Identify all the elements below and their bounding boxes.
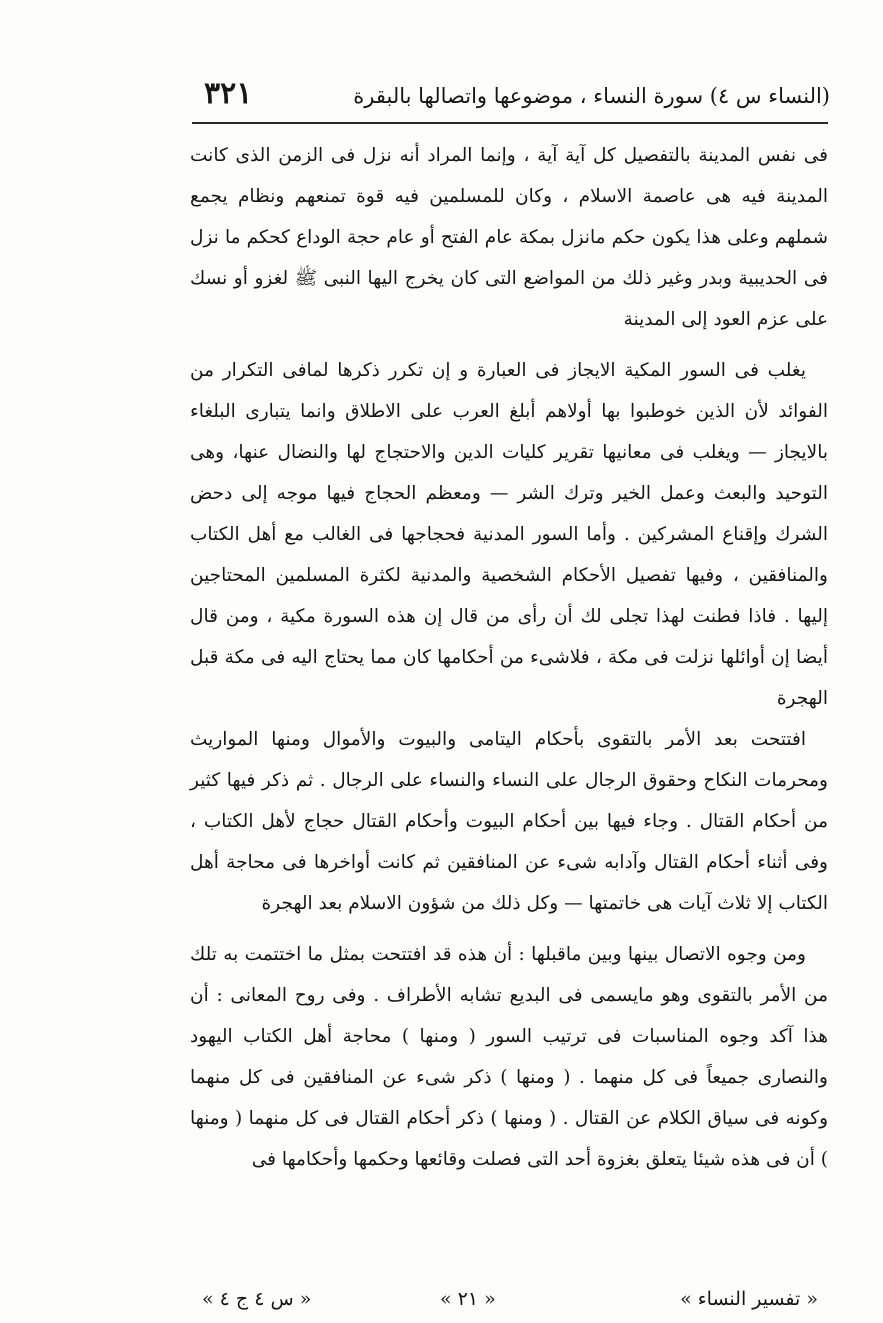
page-header bbox=[190, 78, 830, 122]
paragraph-2: يغلب فى السور المكية الايجاز فى العبارة و إن تكرر ذكرها لمافى التكرار من الفوائد لأن الذين خوطبوا بها أولاهم أبلغ العرب على الاطلاق وانما يتبارى البلغاء بالايجاز — ويغلب فى معانيها تقرير كليات الدين والاحتجاج لها والنضال عنها، وهى التوحيد والبعث وعمل الخير وترك الشر — ومعظم الحجاج فيها موجه إلى دحض الشرك وإقناع المشركين . وأما السور المدنية فحجاجها فى الغالب مع أهل الكتاب والمنافقين ، وفيها تفصيل الأحكام الشخصية والمدنية لكثرة المسلمين المحتاجين إليها . فاذا فطنت لهذا تجلى لك أن رأى من قال إن هذه السورة مكية ، ومن قال أيضا إن أوائلها نزلت فى مكة ، فلاشىء من أحكامها كان مما يحتاج اليه فى مكة قبل الهجرة bbox=[190, 360, 828, 709]
footer-book-title: « تفسير النساء » bbox=[680, 1288, 818, 1310]
paragraph-3: افتتحت بعد الأمر بالتقوى بأحكام اليتامى والبيوت والأموال ومنها المواريث ومحرمات النكاح وحقوق الرجال على النساء والنساء على الرجال . ثم ذكر فيها كثير من أحكام القتال . وجاء فيها بين أحكام البيوت وأحكام القتال حجاج لأهل الكتاب ، وفى أثناء أحكام القتال وآدابه شىء عن المنافقين ثم كانت أواخرها فى محاجة أهل الكتاب إلا ثلاث آيات هى خاتمتها — وكل ذلك من شؤون الاسلام بعد الهجرة bbox=[190, 729, 828, 914]
page-number: ٣٢١ bbox=[204, 76, 253, 111]
body-text bbox=[190, 135, 828, 1180]
header-divider bbox=[192, 122, 828, 124]
footer-reference: « س ٤ ج ٤ » bbox=[202, 1288, 312, 1310]
running-title: (النساء س ٤) سورة النساء ، موضوعها واتصالها بالبقرة bbox=[353, 84, 830, 108]
page-footer bbox=[190, 1288, 828, 1320]
paragraph-4: ومن وجوه الاتصال بينها وبين ماقبلها : أن هذه قد افتتحت بمثل ما اختتمت به تلك من الأمر بالتقوى وهو مايسمى فى البديع تشابه الأطراف . وفى روح المعانى : أن هذا آكد وجوه المناسبات فى ترتيب السور ( ومنها ) محاجة أهل الكتاب اليهود والنصارى جميعاً فى كل منهما . ( ومنها ) ذكر شىء عن المنافقين فى كل منهما وكونه فى سياق الكلام عن القتال . ( ومنها ) ذكر أحكام القتال فى كل منهما ( ومنها ) أن فى هذه شيئا يتعلق بغزوة أحد التى فصلت وقائعها وحكمها وأحكامها فى bbox=[190, 944, 828, 1170]
paragraph-1: فى نفس المدينة بالتفصيل كل آية آية ، وإنما المراد أنه نزل فى الزمن الذى كانت المدينة فيه هى عاصمة الاسلام ، وكان للمسلمين فيه قوة تمنعهم ونظام يجمع شملهم وعلى هذا يكون حكم مانزل بمكة عام الفتح أو عام حجة الوداع كحكم ما نزل فى الحديبية وبدر وغير ذلك من المواضع التى كان يخرج اليها النبى ﷺ لغزو أو نسك على عزم العود إلى المدينة bbox=[190, 145, 828, 330]
footer-signature-number: « ٢١ » bbox=[440, 1288, 496, 1310]
